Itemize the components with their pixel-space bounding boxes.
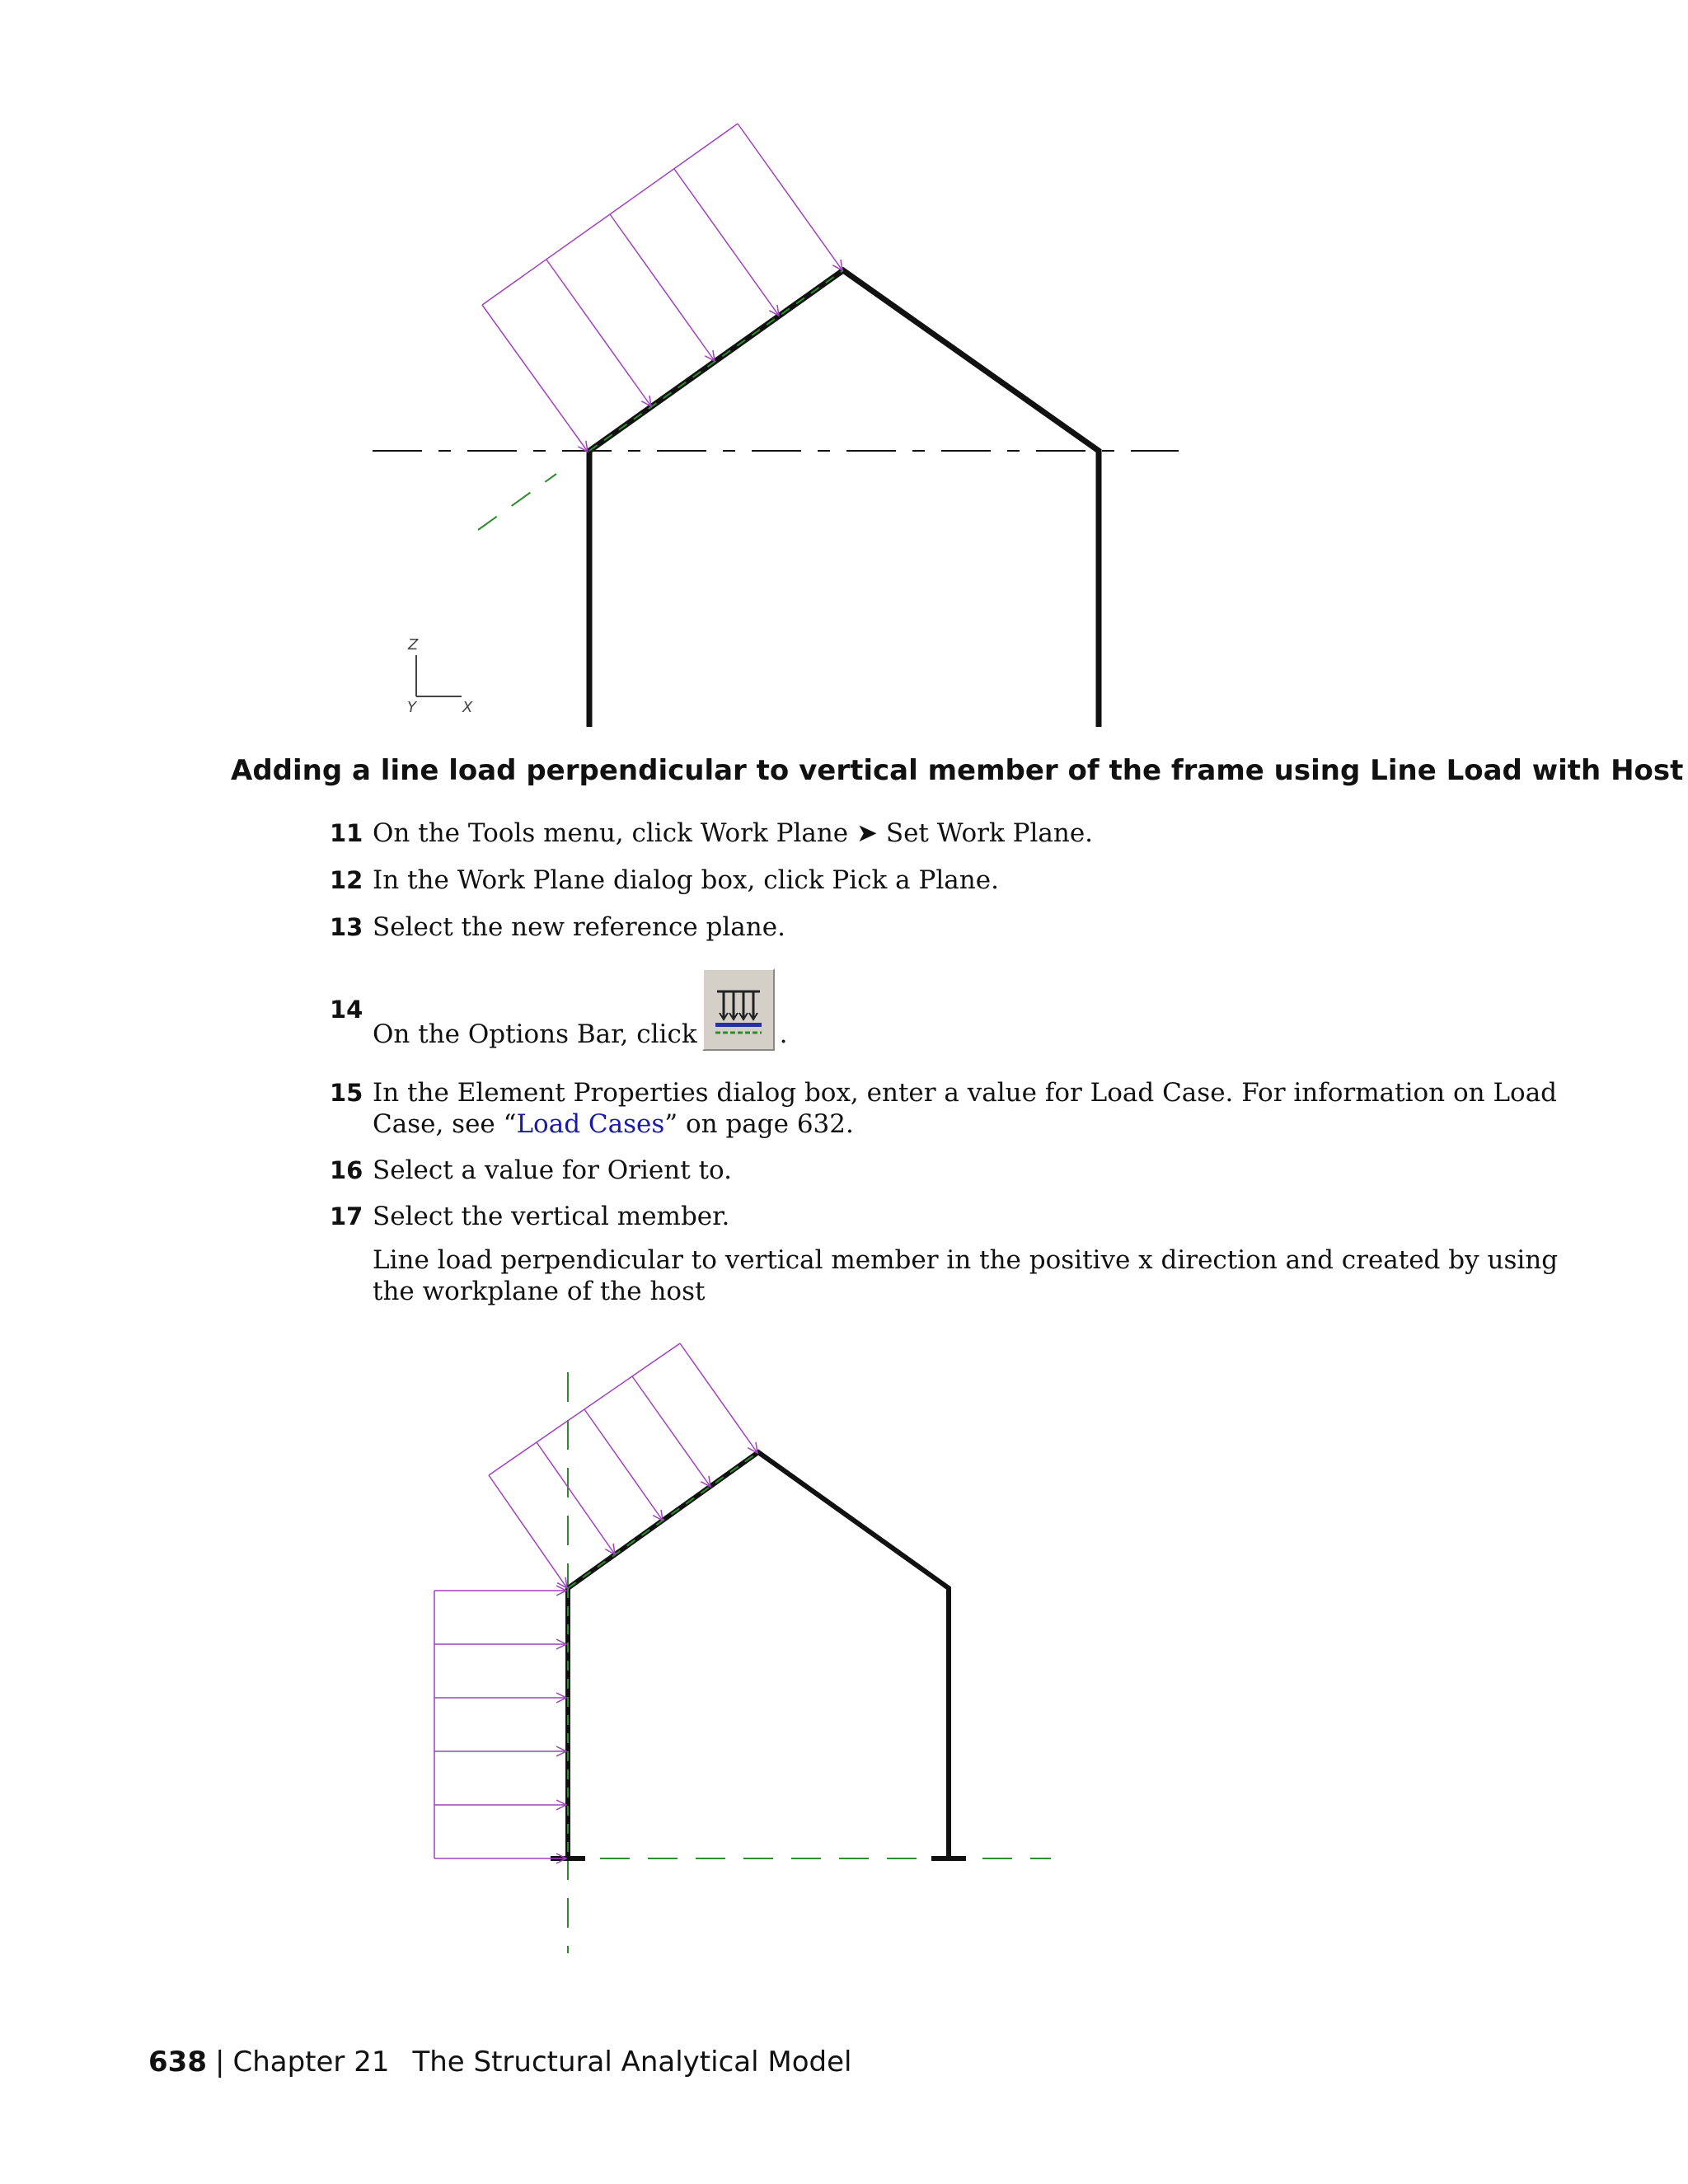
step-number: 15 — [330, 1079, 363, 1107]
line-load-with-host-icon — [704, 970, 773, 1049]
load-cases-link[interactable]: Load Cases — [516, 1109, 665, 1139]
load-arrow — [674, 169, 779, 316]
step-text: Select a value for Orient to. — [373, 1155, 732, 1185]
axis-x-label: X — [462, 699, 473, 716]
load-arrow — [610, 214, 715, 361]
frame — [589, 270, 1099, 727]
footer-separator: | — [214, 2046, 225, 2079]
section-heading: Adding a line load perpendicular to vertical member of the frame using Line Load with Host — [231, 754, 1684, 787]
figure-frame-roof-load — [0, 0, 1688, 742]
load-arrow — [632, 1376, 710, 1487]
step-number: 13 — [330, 913, 363, 941]
line-load-with-host-button[interactable] — [702, 968, 775, 1051]
step-text: Select the new reference plane. — [373, 912, 785, 942]
step-text: In the Work Plane dialog box, click Pick a Plane. — [373, 865, 999, 895]
step-13 — [330, 912, 1599, 943]
step-16 — [330, 1155, 1599, 1186]
load-arrow — [738, 124, 842, 270]
step-17 — [330, 1201, 1599, 1232]
figure-caption: Line load perpendicular to vertical member in the positive x direction and created by using the workplane of the host — [373, 1245, 1559, 1306]
figure-frame-vertical-load — [0, 1319, 1688, 1978]
load-arrow — [482, 305, 588, 452]
step-number: 14 — [330, 996, 363, 1024]
step-number: 12 — [330, 866, 363, 894]
step-15: 15 In the Element Properties dialog box, enter a value for Load Case. For information on Load Case, see “Load Cases” on page 632. — [330, 1078, 1558, 1139]
step-text: Select the vertical member. — [373, 1202, 730, 1231]
frame — [568, 1452, 949, 1858]
step-number: 11 — [330, 819, 363, 847]
step-12 — [330, 865, 1599, 896]
chapter-label: Chapter 21 — [232, 2046, 390, 2079]
axis-y-label: Y — [407, 699, 416, 716]
load-arrow — [546, 260, 651, 406]
workplane-line — [478, 474, 556, 530]
axis-triad — [407, 636, 473, 716]
axis-z-label: Z — [408, 636, 419, 654]
page-number: 638 — [148, 2046, 207, 2079]
step-text: In the Element Properties dialog box, enter a value for Load Case. For information on Load Case, see “ — [373, 1078, 1558, 1139]
step-text: On the Options Bar, click — [373, 1019, 697, 1049]
step-14: 14 On the Options Bar, click . — [330, 968, 1599, 1076]
load-arrow — [489, 1475, 567, 1588]
load-arrow — [584, 1409, 663, 1521]
step-11 — [330, 818, 1599, 849]
step-number: 17 — [330, 1202, 363, 1230]
step-text: On the Tools menu, click Work Plane ➤ Set Work Plane. — [373, 818, 1094, 848]
load-arrow — [680, 1343, 757, 1453]
chapter-title: The Structural Analytical Model — [412, 2046, 852, 2079]
load-arrow — [537, 1442, 615, 1554]
page-footer — [148, 2046, 851, 2079]
step-number: 16 — [330, 1156, 363, 1184]
